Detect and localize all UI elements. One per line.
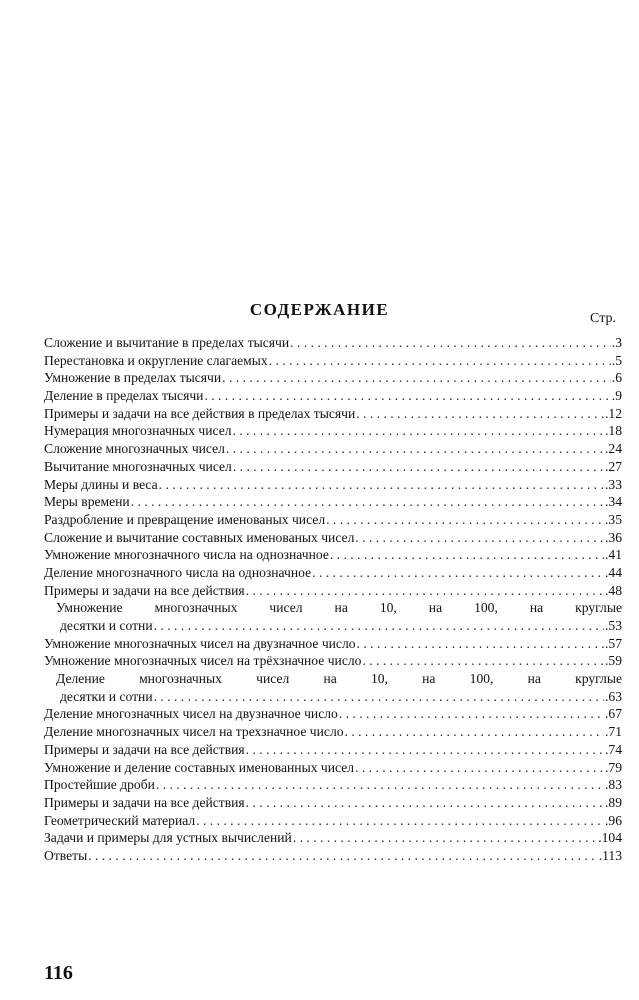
leader-dots xyxy=(356,405,604,423)
leader-dots xyxy=(293,829,597,847)
toc-entry xyxy=(44,759,622,777)
toc-entry-line2 xyxy=(44,617,622,635)
toc-entry xyxy=(44,369,622,387)
toc-entry-page: .96 xyxy=(605,812,622,828)
toc-entry-page: .74 xyxy=(605,741,622,757)
leader-dots xyxy=(154,617,604,635)
toc-entry-title: Вычитание многозначных чисел xyxy=(44,458,232,474)
toc-entry-page: .113 xyxy=(598,847,622,863)
toc-entry-page: .83 xyxy=(605,777,622,793)
toc-entry-page: .9 xyxy=(611,388,622,404)
toc-entry-page: .53 xyxy=(605,618,622,633)
toc-entry-page: .6 xyxy=(611,370,622,386)
toc-entry-line1 xyxy=(44,599,622,617)
toc-entry-page: .12 xyxy=(605,405,622,421)
toc-entry-title: Умножение в пределах тысячи xyxy=(44,370,222,386)
leader-dots xyxy=(355,759,604,777)
toc-entry xyxy=(44,635,622,653)
toc-entry-title: Примеры и задачи на все действия xyxy=(44,741,245,757)
leader-dots xyxy=(326,511,604,529)
toc-entry-title: Задачи и примеры для устных вычислений xyxy=(44,830,292,846)
toc-entry-page: .89 xyxy=(605,794,622,810)
toc-entry xyxy=(44,387,622,405)
toc-entry-title: Геометрический материал xyxy=(44,812,196,828)
toc-entry-page: .59 xyxy=(605,653,622,669)
toc-entry xyxy=(44,794,622,812)
toc-entry xyxy=(44,511,622,529)
toc-entry xyxy=(44,582,622,600)
leader-dots xyxy=(131,493,604,511)
toc-entry-page: .18 xyxy=(605,423,622,439)
toc-entry-page: .79 xyxy=(605,759,622,775)
toc-entry xyxy=(44,741,622,759)
toc-entry xyxy=(44,847,622,865)
toc-entry-title: Меры времени xyxy=(44,494,130,510)
toc-entry-title: Примеры и задачи на все действия xyxy=(44,794,245,810)
toc-entry-page: .34 xyxy=(605,494,622,510)
leader-dots xyxy=(204,387,610,405)
toc-entry xyxy=(44,476,622,494)
leader-dots xyxy=(154,688,604,706)
toc-entry-page: .48 xyxy=(605,582,622,598)
toc-entry xyxy=(44,776,622,794)
leader-dots xyxy=(159,476,604,494)
leader-dots xyxy=(233,458,604,476)
toc-entry-page: .57 xyxy=(605,635,622,651)
toc-entry xyxy=(44,405,622,423)
toc-entry-title: Умножение многозначных чисел на 10, на 100, на круглые xyxy=(56,600,622,616)
toc-entry-title: Умножение многозначных чисел на трёхзначное число xyxy=(44,653,362,669)
toc-entry-title: Деление многозначных чисел на двузначное число xyxy=(44,706,338,722)
toc-entry-title: Перестановка и округление слагаемых xyxy=(44,352,268,368)
toc-entry-page: .24 xyxy=(605,441,622,457)
toc-entry-page: .67 xyxy=(605,706,622,722)
leader-dots xyxy=(290,334,611,352)
toc-entry-line2 xyxy=(44,688,622,706)
toc-entry xyxy=(44,723,622,741)
toc-entry xyxy=(44,458,622,476)
leader-dots xyxy=(355,529,604,547)
leader-dots xyxy=(222,369,611,387)
toc-entry-title: Сложение и вычитание составных именованых чисел xyxy=(44,529,355,545)
toc-entry-title: Умножение многозначных чисел на двузначное число xyxy=(44,635,356,651)
leader-dots xyxy=(226,440,604,458)
toc-entry-title: Деление в пределах тысячи xyxy=(44,388,204,404)
leader-dots xyxy=(362,652,604,670)
leader-dots xyxy=(246,582,604,600)
toc-entry xyxy=(44,352,622,370)
toc-entry-page: .33 xyxy=(605,476,622,492)
toc-entry xyxy=(44,812,622,830)
toc-entry xyxy=(44,493,622,511)
toc-entry-title: Умножение и деление составных именованных чисел xyxy=(44,759,355,775)
toc-entry xyxy=(44,652,622,670)
toc-entry-title: Раздробление и превращение именованых чисел xyxy=(44,511,326,527)
toc-entry-page: .44 xyxy=(605,564,622,580)
leader-dots xyxy=(269,352,611,370)
toc-entry xyxy=(44,422,622,440)
leader-dots xyxy=(233,422,604,440)
toc-entry-page: .3 xyxy=(611,335,622,350)
toc-entry-title: Умножение многозначного числа на однозначное xyxy=(44,547,329,563)
leader-dots xyxy=(345,723,604,741)
toc-entry-title: Примеры и задачи на все действия в пределах тысячи xyxy=(44,405,356,421)
toc-entry-title: Сложение многозначных чисел xyxy=(44,441,225,457)
leader-dots xyxy=(88,847,597,865)
leader-dots xyxy=(246,794,604,812)
toc-entry xyxy=(44,564,622,582)
toc-heading: СОДЕРЖАНИЕ xyxy=(249,300,390,319)
toc-entry-page: .5 xyxy=(611,352,622,368)
leader-dots xyxy=(156,776,604,794)
toc-entry-title: Сложение и вычитание в пределах тысячи xyxy=(44,335,290,350)
toc-entry-page: .27 xyxy=(605,458,622,474)
leader-dots xyxy=(330,546,604,564)
toc-entry-page: .71 xyxy=(605,724,622,740)
toc-entry xyxy=(44,440,622,458)
page-column-label: Стр. xyxy=(590,311,616,326)
toc-entry-title: Нумерация многозначных чисел xyxy=(44,423,232,439)
toc-entry-line1 xyxy=(44,670,622,688)
toc-entry xyxy=(44,829,622,847)
leader-dots xyxy=(196,812,604,830)
toc-entry-title: Деление многозначных чисел на 10, на 100, на круглые xyxy=(56,671,622,687)
toc-entry xyxy=(44,705,622,723)
toc-entry-title: Деление многозначных чисел на трехзначное число xyxy=(44,724,344,740)
leader-dots xyxy=(357,635,604,653)
table-of-contents xyxy=(44,334,622,865)
toc-entry xyxy=(44,546,622,564)
leader-dots xyxy=(246,741,604,759)
toc-entry-title-cont: десятки и сотни xyxy=(60,688,153,704)
leader-dots xyxy=(339,705,604,723)
toc-entry-title: Простейшие дроби xyxy=(44,777,155,793)
toc-entry-page: .36 xyxy=(605,529,622,545)
toc-entry-title: Примеры и задачи на все действия xyxy=(44,582,245,598)
toc-entry-page: .41 xyxy=(605,547,622,563)
toc-entry-title: Ответы xyxy=(44,847,88,863)
toc-entry xyxy=(44,529,622,547)
toc-entry-title: Деление многозначного числа на однозначное xyxy=(44,564,312,580)
toc-entry xyxy=(44,334,622,352)
toc-entry-page: .104 xyxy=(598,830,622,846)
toc-entry-title-cont: десятки и сотни xyxy=(60,618,153,633)
toc-entry-page: .63 xyxy=(605,688,622,704)
toc-entry-page: .35 xyxy=(605,511,622,527)
toc-entry-title: Меры длины и веса xyxy=(44,476,158,492)
page-number: 116 xyxy=(44,962,73,984)
leader-dots xyxy=(312,564,604,582)
